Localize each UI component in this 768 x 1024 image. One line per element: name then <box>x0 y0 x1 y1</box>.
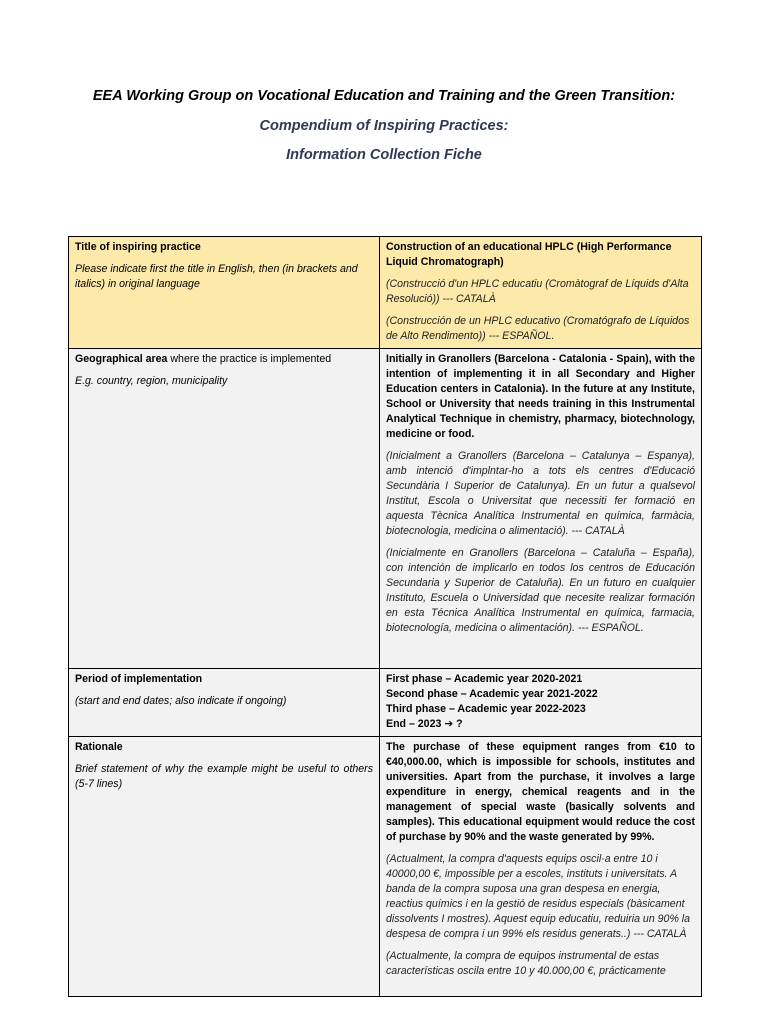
field-label: Title of inspiring practice <box>75 241 201 253</box>
document-header <box>0 86 768 165</box>
table-row-title-practice <box>69 237 702 349</box>
information-fiche-table <box>68 236 702 997</box>
phase-line: Third phase – Academic year 2022-2023 <box>386 703 586 715</box>
value-spanish: (Inicialmente en Granollers (Barcelona – Cataluña – España), con intención de implicarlo en todos los centros de Educación Secundaria y Superior de Cataluña). En un futuro en cualquier Instituto, Escuela o Universidad que necesite realizar formación en esta Técnica Analítica Instrumental en química, farmacia, biotecnología, medicina o alimentación). --- ESPAÑOL. <box>386 547 695 634</box>
field-hint: Please indicate first the title in English, then (in brackets and italics) in original language <box>75 263 358 290</box>
field-label-cell <box>69 349 380 669</box>
field-value-cell <box>380 669 702 737</box>
value-english: Construction of an educational HPLC (High Performance Liquid Chromatograph) <box>386 241 672 268</box>
end-line <box>386 717 695 732</box>
table-row-geographical-area <box>69 349 702 669</box>
field-value-cell <box>380 737 702 997</box>
end-suffix: ? <box>453 718 463 730</box>
value-spanish: (Construcción de un HPLC educativo (Cromatógrafo de Líquidos de Alto Rendimento)) --- ESPAÑOL. <box>386 315 690 342</box>
field-label-suffix: where the practice is implemented <box>167 353 332 365</box>
table-row-rationale <box>69 737 702 997</box>
document-subtitle: Compendium of Inspiring Practices: <box>259 118 509 134</box>
phase-line: Second phase – Academic year 2021-2022 <box>386 688 598 700</box>
field-hint: Brief statement of why the example might be useful to others (5-7 lines) <box>75 763 373 790</box>
field-hint: E.g. country, region, municipality <box>75 375 228 387</box>
field-label-bold: Geographical area <box>75 353 168 365</box>
field-value-cell <box>380 237 702 349</box>
field-label-cell <box>69 237 380 349</box>
field-label-cell <box>69 737 380 997</box>
phase-line: First phase – Academic year 2020-2021 <box>386 673 583 685</box>
value-catalan: (Construcció d'un HPLC educatiu (Cromàtograf de Líquids d'Alta Resolució)) --- CATALÀ <box>386 278 689 305</box>
field-hint: (start and end dates; also indicate if ongoing) <box>75 695 287 707</box>
arrow-right-icon: ➔ <box>444 718 454 730</box>
field-label: Period of implementation <box>75 673 203 685</box>
table-row-period <box>69 669 702 737</box>
document-subtitle-2: Information Collection Fiche <box>286 147 482 163</box>
document-title: EEA Working Group on Vocational Education and Training and the Green Transition: <box>92 88 676 104</box>
value-spanish: (Actualmente, la compra de equipos instrumental de estas características oscila entre 10 y 40.000,00 €, prácticamente <box>386 950 666 977</box>
value-catalan: (Actualment, la compra d'aquests equips oscil·a entre 10 i 40000,00 €, impossible per a escoles, instituts i universitats. A banda de la compra suposa una gran despesa en energia, reactius químics i en la gestió de residus especials (bàsicament dissolvents I mostres). Aquest equip educatiu, reduiria un 90% la despesa de compra i un 99% els residus generats..) --- CATALÀ <box>386 853 691 940</box>
value-english: Initially in Granollers (Barcelona - Catalonia - Spain), with the intention of implementing it in all Secondary and Higher Education centers in Catalonia). In the future at any Institute, School or University that needs training in this Instrumental Analytical Technique in chemistry, pharmacy, biotechnology, medicine or food. <box>386 353 695 440</box>
field-label: Rationale <box>75 741 123 753</box>
field-label-cell <box>69 669 380 737</box>
end-text: End – 2023 <box>386 718 442 730</box>
field-value-cell <box>380 349 702 669</box>
value-catalan: (Inicialment a Granollers (Barcelona – Catalunya – Espanya), amb intenció d'implntar-ho a tots els centres d'Educació Secundària I Superior de Catalunya). En un futur a qualsevol Institut, Escola o Universitat que necessiti fer formació en aquesta Tècnica Analítica Instrumental en química, farmàcia, biotecnologia, medicina o alimentació). --- CATALÀ <box>386 450 695 537</box>
value-english: The purchase of these equipment ranges from €10 to €40,000.00, which is impossible for schools, institutes and universities. Apart from the purchase, it involves a large expenditure in energy, chemical reagents and in the management of special waste (basically solvents and samples). This educational equipment would reduce the cost of purchase by 90% and the waste generated by 99%. <box>386 741 695 843</box>
field-label <box>75 352 373 367</box>
